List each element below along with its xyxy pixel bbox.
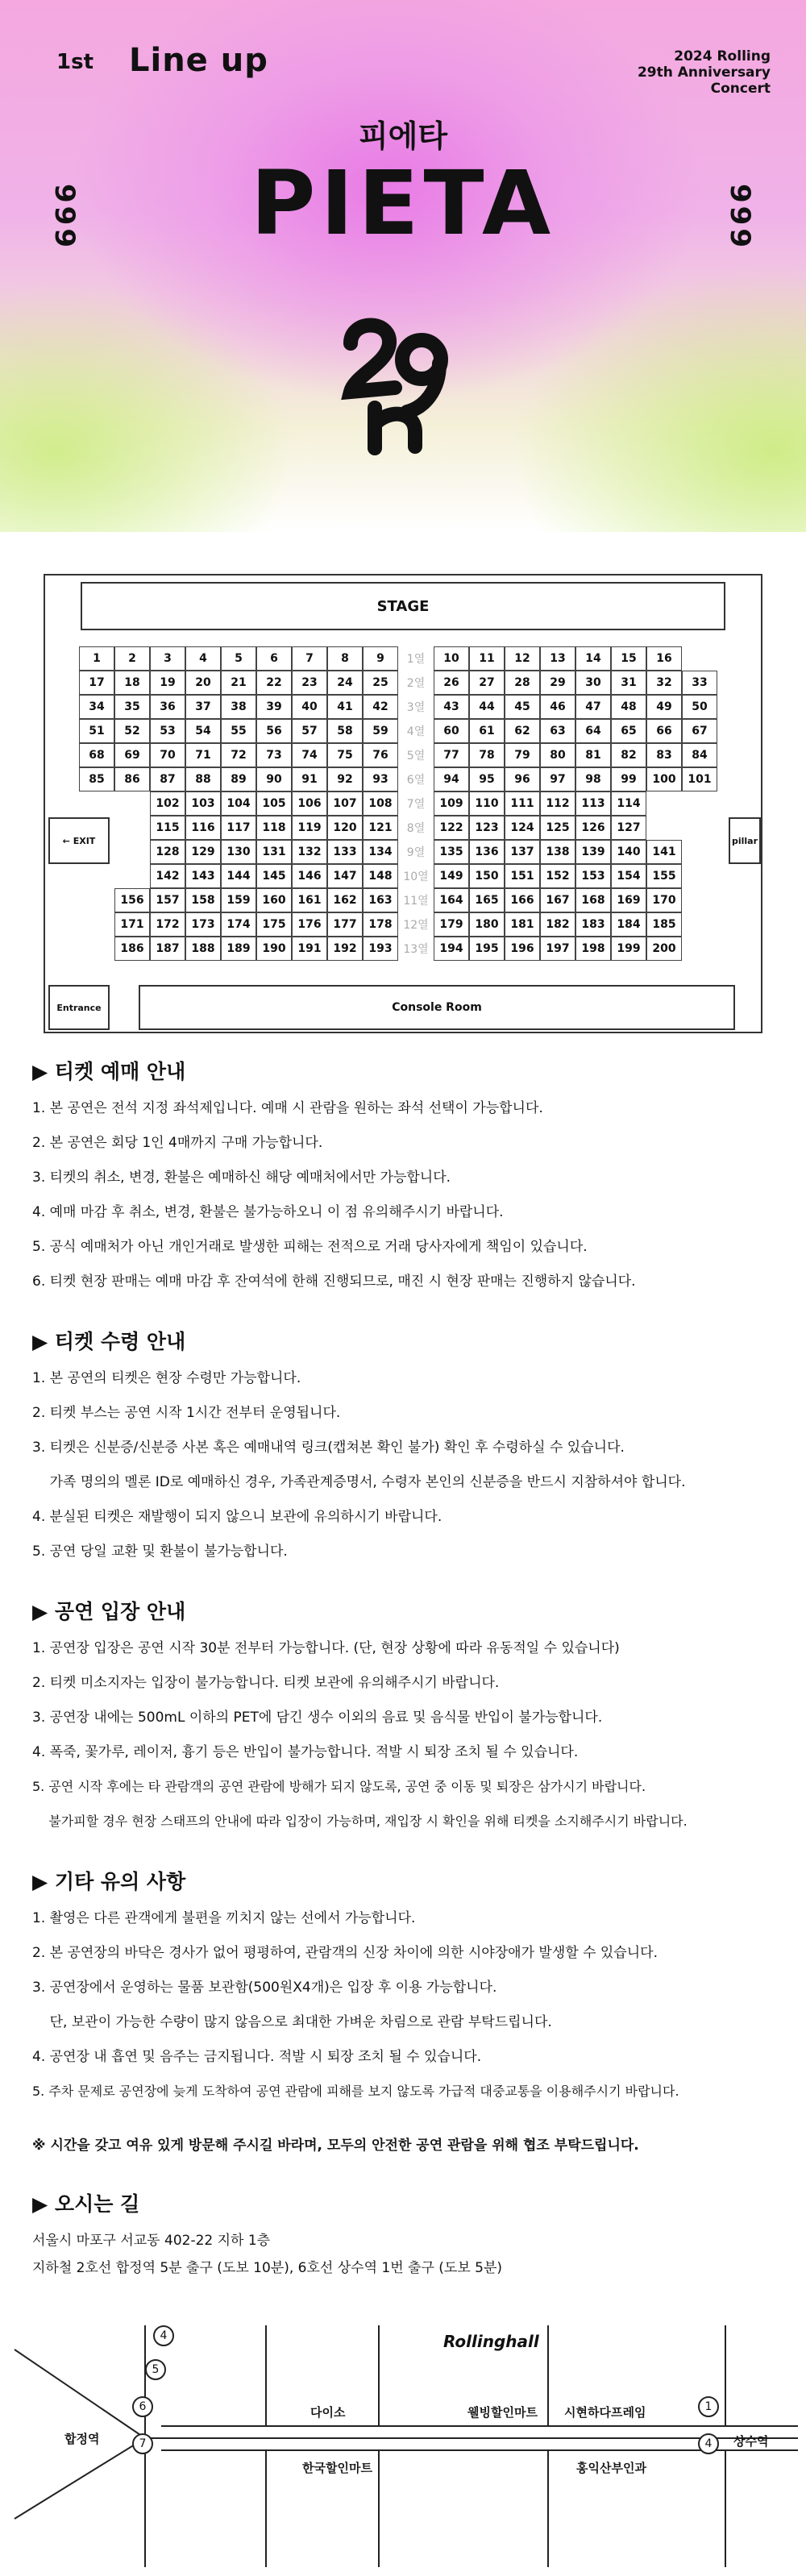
lineup-label: Line up [129, 42, 268, 79]
seat: 47 [575, 695, 611, 719]
seat: 143 [185, 864, 221, 888]
seat: 32 [646, 671, 682, 695]
seat: 141 [646, 840, 682, 864]
seat: 11 [469, 646, 505, 671]
seat: 174 [221, 912, 256, 937]
location-map [0, 2301, 806, 2567]
seat: 28 [505, 671, 540, 695]
artist-english-name: PIETA [250, 152, 556, 255]
seat: 86 [114, 767, 150, 791]
seat: 149 [434, 864, 469, 888]
ticket-pickup-title: ▶ 티켓 수령 안내 [32, 1330, 186, 1353]
seat: 133 [327, 840, 363, 864]
list-item: 3. 공연장 내에는 500mL 이하의 PET에 담긴 생수 이외의 음료 및 음식물 반입이 불가능합니다. [32, 1710, 603, 1726]
seat: 182 [540, 912, 575, 937]
seat: 64 [575, 719, 611, 743]
exit-4-icon: 4 [153, 2325, 174, 2346]
seat: 185 [646, 912, 682, 937]
seat: 67 [682, 719, 717, 743]
seat: 105 [256, 791, 292, 816]
seat: 8 [327, 646, 363, 671]
seat: 125 [540, 816, 575, 840]
seat: 91 [292, 767, 327, 791]
list-item: 6. 티켓 현장 판매는 예매 마감 후 잔여석에 한해 진행되므로, 매진 시 현장 판매는 진행하지 않습니다. [32, 1273, 636, 1290]
seat: 19 [150, 671, 185, 695]
seat: 96 [505, 767, 540, 791]
seat: 48 [611, 695, 646, 719]
seat: 50 [682, 695, 717, 719]
seat: 127 [611, 816, 646, 840]
seat: 164 [434, 888, 469, 912]
ticket-pickup-section [32, 1326, 774, 1577]
exit-4b-icon: 4 [698, 2433, 719, 2454]
seat: 21 [221, 671, 256, 695]
seat: 93 [363, 767, 398, 791]
closing-note: ※ 시간을 갖고 여유 있게 방문해 주시길 바라며, 모두의 안전한 공연 관람을 위해 협조 부탁드립니다. [32, 2138, 639, 2154]
seat: 197 [540, 937, 575, 961]
row-label: 3열 [406, 701, 426, 714]
seat: 196 [505, 937, 540, 961]
seat: 6 [256, 646, 292, 671]
seat: 15 [611, 646, 646, 671]
list-item: 불가피할 경우 현장 스태프의 안내에 따라 입장이 가능하며, 재입장 시 확인을 위해 티켓을 소지해주시기 바랍니다. [32, 1814, 688, 1829]
seat: 130 [221, 840, 256, 864]
seat: 176 [292, 912, 327, 937]
seat: 70 [150, 743, 185, 767]
seat: 85 [79, 767, 114, 791]
seat: 56 [256, 719, 292, 743]
seat: 1 [79, 646, 114, 671]
seat: 191 [292, 937, 327, 961]
seat: 128 [150, 840, 185, 864]
seat: 99 [611, 767, 646, 791]
seat: 7 [292, 646, 327, 671]
seat: 5 [221, 646, 256, 671]
entry-title: ▶ 공연 입장 안내 [32, 1600, 186, 1623]
row-label: 1열 [406, 653, 426, 666]
ticket-booking-section [32, 1056, 774, 1307]
seat: 34 [79, 695, 114, 719]
seat: 49 [646, 695, 682, 719]
seat: 10 [434, 646, 469, 671]
seat: 173 [185, 912, 221, 937]
seat: 98 [575, 767, 611, 791]
seat: 58 [327, 719, 363, 743]
29th-logo-icon [326, 303, 480, 456]
subway-directions: 지하철 2호선 합정역 5분 출구 (도보 10분), 6호선 상수역 1번 출구 (도보 5분) [32, 2260, 503, 2276]
seat: 82 [611, 743, 646, 767]
directions-section [32, 2188, 774, 2287]
seat: 121 [363, 816, 398, 840]
seat: 170 [646, 888, 682, 912]
list-item: 1. 공연장 입장은 공연 시작 30분 전부터 가능합니다. (단, 현장 상황에 따라 유동적일 수 있습니다) [32, 1640, 620, 1656]
seat: 77 [434, 743, 469, 767]
seat: 136 [469, 840, 505, 864]
seat: 186 [114, 937, 150, 961]
seat: 168 [575, 888, 611, 912]
seat: 156 [114, 888, 150, 912]
list-item: 2. 티켓 미소지자는 입장이 불가능합니다. 티켓 보관에 유의해주시기 바랍니다. [32, 1675, 500, 1691]
list-item: 가족 명의의 멜론 ID로 예매하신 경우, 가족관계증명서, 수령자 본인의 신분증을 반드시 지참하셔야 합니다. [32, 1474, 686, 1490]
seat: 68 [79, 743, 114, 767]
seat: 94 [434, 767, 469, 791]
seat: 51 [79, 719, 114, 743]
console-room: Console Room [139, 985, 735, 1030]
seat: 16 [646, 646, 682, 671]
list-item: 2. 본 공연장의 바닥은 경사가 없어 평평하여, 관람객의 신장 차이에 의한 시야장애가 발생할 수 있습니다. [32, 1945, 658, 1961]
seat: 175 [256, 912, 292, 937]
seat: 18 [114, 671, 150, 695]
list-item: 4. 공연장 내 흡연 및 음주는 금지됩니다. 적발 시 퇴장 조치 될 수 있습니다. [32, 2049, 482, 2065]
seat: 66 [646, 719, 682, 743]
seat: 84 [682, 743, 717, 767]
seat: 17 [79, 671, 114, 695]
seat: 122 [434, 816, 469, 840]
list-item: 4. 폭죽, 꽃가루, 레이저, 흉기 등은 반입이 불가능합니다. 적발 시 퇴장 조치 될 수 있습니다. [32, 1744, 579, 1760]
seat: 178 [363, 912, 398, 937]
seat: 119 [292, 816, 327, 840]
seat: 193 [363, 937, 398, 961]
list-item: 5. 공연 시작 후에는 타 관람객의 공연 관람에 방해가 되지 않도록, 공연 중 이동 및 퇴장은 삼가시기 바랍니다. [32, 1779, 646, 1794]
seat: 181 [505, 912, 540, 937]
seat: 74 [292, 743, 327, 767]
seat: 92 [327, 767, 363, 791]
seat: 198 [575, 937, 611, 961]
seat: 95 [469, 767, 505, 791]
seat: 39 [256, 695, 292, 719]
seat: 188 [185, 937, 221, 961]
row-label: 6열 [406, 774, 426, 787]
row-label: 7열 [406, 798, 426, 811]
seat: 177 [327, 912, 363, 937]
seat: 25 [363, 671, 398, 695]
seat: 12 [505, 646, 540, 671]
seat: 200 [646, 937, 682, 961]
seat: 161 [292, 888, 327, 912]
seat: 169 [611, 888, 646, 912]
seat: 106 [292, 791, 327, 816]
seat: 131 [256, 840, 292, 864]
list-item: 3. 티켓은 신분증/신분증 사본 혹은 예매내역 링크(캡쳐본 확인 불가) 확인 후 수령하실 수 있습니다. [32, 1440, 625, 1456]
hero-banner [0, 0, 806, 532]
rollinghall-label: Rollinghall [443, 2332, 539, 2351]
seat: 89 [221, 767, 256, 791]
seat: 179 [434, 912, 469, 937]
seat: 102 [150, 791, 185, 816]
seat: 20 [185, 671, 221, 695]
seat: 38 [221, 695, 256, 719]
stage: STAGE [81, 582, 725, 630]
seat: 114 [611, 791, 646, 816]
daiso-label: 다이소 [310, 2405, 346, 2420]
list-item: 2. 본 공연은 회당 1인 4매까지 구매 가능합니다. [32, 1135, 323, 1151]
seat: 88 [185, 767, 221, 791]
seat: 118 [256, 816, 292, 840]
seat: 27 [469, 671, 505, 695]
seat: 24 [327, 671, 363, 695]
seat: 109 [434, 791, 469, 816]
seat: 187 [150, 937, 185, 961]
other-notes-title: ▶ 기타 유의 사항 [32, 1870, 186, 1893]
seat: 4 [185, 646, 221, 671]
seat: 138 [540, 840, 575, 864]
clinic-label: 홍익산부인과 [576, 2461, 646, 2475]
seat: 83 [646, 743, 682, 767]
seat: 97 [540, 767, 575, 791]
list-item: 5. 공연 당일 교환 및 환불이 불가능합니다. [32, 1544, 288, 1560]
seat: 72 [221, 743, 256, 767]
seat: 162 [327, 888, 363, 912]
seat: 76 [363, 743, 398, 767]
seat: 44 [469, 695, 505, 719]
seat: 40 [292, 695, 327, 719]
seat: 180 [469, 912, 505, 937]
seat: 87 [150, 767, 185, 791]
wellbeing-mart-label: 웰빙할인마트 [467, 2405, 538, 2420]
seat: 42 [363, 695, 398, 719]
list-item: 5. 공식 예매처가 아닌 개인거래로 발생한 피해는 전적으로 거래 당사자에게 책임이 있습니다. [32, 1239, 588, 1255]
concert-title-line3: Concert [710, 81, 771, 97]
seat: 13 [540, 646, 575, 671]
seat: 2 [114, 646, 150, 671]
seat: 60 [434, 719, 469, 743]
seat: 157 [150, 888, 185, 912]
seat: 154 [611, 864, 646, 888]
seat: 166 [505, 888, 540, 912]
exit-7-icon: 7 [132, 2433, 153, 2454]
entrance-marker: Entrance [48, 985, 110, 1030]
seat: 158 [185, 888, 221, 912]
seat: 123 [469, 816, 505, 840]
seat: 144 [221, 864, 256, 888]
seat: 108 [363, 791, 398, 816]
directions-title: ▶ 오시는 길 [32, 2192, 140, 2216]
row-label: 12열 [403, 919, 429, 932]
list-item: 3. 공연장에서 운영하는 물품 보관함(500원X4개)은 입장 후 이용 가능합니다. [32, 1980, 497, 1996]
artist-korean-name: 피에타 [358, 118, 448, 154]
seat: 152 [540, 864, 575, 888]
seat: 195 [469, 937, 505, 961]
seat: 159 [221, 888, 256, 912]
seat: 33 [682, 671, 717, 695]
seat: 139 [575, 840, 611, 864]
seat: 167 [540, 888, 575, 912]
seat: 14 [575, 646, 611, 671]
entry-section [32, 1596, 774, 1847]
seat: 53 [150, 719, 185, 743]
seat: 199 [611, 937, 646, 961]
seat: 190 [256, 937, 292, 961]
seat: 71 [185, 743, 221, 767]
seat: 79 [505, 743, 540, 767]
seat: 54 [185, 719, 221, 743]
seat: 112 [540, 791, 575, 816]
list-item: 4. 예매 마감 후 취소, 변경, 환불은 불가능하오니 이 점 유의해주시기 바랍니다. [32, 1204, 504, 1220]
concert-title-line2: 29th Anniversary [637, 64, 771, 81]
concert-title [638, 48, 771, 97]
seat: 45 [505, 695, 540, 719]
exit-1-icon: 1 [698, 2396, 719, 2417]
seat: 113 [575, 791, 611, 816]
seat-map [44, 574, 762, 1033]
seat: 101 [682, 767, 717, 791]
seat: 194 [434, 937, 469, 961]
seat: 29 [540, 671, 575, 695]
seat: 117 [221, 816, 256, 840]
seat: 165 [469, 888, 505, 912]
seat: 73 [256, 743, 292, 767]
side-decoration-right-text: 999 [724, 184, 756, 251]
row-label: 5열 [406, 750, 426, 762]
seat: 31 [611, 671, 646, 695]
seat: 129 [185, 840, 221, 864]
seat: 57 [292, 719, 327, 743]
seat: 75 [327, 743, 363, 767]
seat: 140 [611, 840, 646, 864]
seat: 65 [611, 719, 646, 743]
map-roads-icon [0, 2301, 806, 2567]
seat: 110 [469, 791, 505, 816]
seat: 37 [185, 695, 221, 719]
seat: 142 [150, 864, 185, 888]
list-item: 2. 티켓 부스는 공연 시작 1시간 전부터 운영됩니다. [32, 1405, 341, 1421]
seat: 147 [327, 864, 363, 888]
seat: 36 [150, 695, 185, 719]
hanguk-mart-label: 한국할인마트 [302, 2461, 372, 2475]
seat: 163 [363, 888, 398, 912]
row-label: 8열 [406, 822, 426, 835]
address: 서울시 마포구 서교동 402-22 지하 1층 [32, 2233, 271, 2249]
row-label: 10열 [403, 870, 429, 883]
row-label: 11열 [403, 895, 429, 908]
seat: 126 [575, 816, 611, 840]
seat: 107 [327, 791, 363, 816]
seat: 59 [363, 719, 398, 743]
seat: 115 [150, 816, 185, 840]
row-label: 9열 [406, 846, 426, 859]
exit-6-icon: 6 [132, 2396, 153, 2417]
seat: 120 [327, 816, 363, 840]
seat: 172 [150, 912, 185, 937]
seat: 46 [540, 695, 575, 719]
list-item: 4. 분실된 티켓은 재발행이 되지 않으니 보관에 유의하시기 바랍니다. [32, 1509, 442, 1525]
seat: 9 [363, 646, 398, 671]
seat: 43 [434, 695, 469, 719]
seat: 192 [327, 937, 363, 961]
other-notes-section [32, 1866, 774, 2154]
list-item: 1. 본 공연은 전석 지정 좌석제입니다. 예매 시 관람을 원하는 좌석 선택이 가능합니다. [32, 1100, 543, 1116]
seat: 35 [114, 695, 150, 719]
seat: 124 [505, 816, 540, 840]
list-item: 3. 티켓의 취소, 변경, 환불은 예매하신 해당 예매처에서만 가능합니다. [32, 1170, 451, 1186]
ticket-booking-title: ▶ 티켓 예매 안내 [32, 1060, 186, 1083]
seat: 153 [575, 864, 611, 888]
seat: 155 [646, 864, 682, 888]
seat: 145 [256, 864, 292, 888]
seat: 52 [114, 719, 150, 743]
edition-label: 1st [56, 50, 93, 74]
seat: 160 [256, 888, 292, 912]
seat: 189 [221, 937, 256, 961]
sangsu-station-label: 상수역 [733, 2434, 769, 2449]
seat: 100 [646, 767, 682, 791]
seat: 116 [185, 816, 221, 840]
list-item: 5. 주차 문제로 공연장에 늦게 도착하여 공연 관람에 피해를 보지 않도록 가급적 대중교통을 이용해주시기 바랍니다. [32, 2084, 679, 2099]
seat: 103 [185, 791, 221, 816]
seat: 61 [469, 719, 505, 743]
row-label: 4열 [406, 725, 426, 738]
exit-5-icon: 5 [145, 2359, 166, 2380]
exit-marker: ← EXIT [48, 817, 110, 864]
seat: 22 [256, 671, 292, 695]
seat: 150 [469, 864, 505, 888]
seat: 148 [363, 864, 398, 888]
row-label: 13열 [403, 943, 429, 956]
seat: 90 [256, 767, 292, 791]
seat: 132 [292, 840, 327, 864]
seat: 80 [540, 743, 575, 767]
seat: 111 [505, 791, 540, 816]
seat: 134 [363, 840, 398, 864]
seat: 146 [292, 864, 327, 888]
pillar-marker: pillar [729, 817, 761, 864]
seat: 137 [505, 840, 540, 864]
side-decoration-left-text: 999 [48, 184, 81, 251]
seat: 62 [505, 719, 540, 743]
seat: 69 [114, 743, 150, 767]
list-item: 1. 촬영은 다른 관객에게 불편을 끼치지 않는 선에서 가능합니다. [32, 1910, 416, 1926]
seat: 55 [221, 719, 256, 743]
list-item: 1. 본 공연의 티켓은 현장 수령만 가능합니다. [32, 1370, 301, 1386]
seat: 26 [434, 671, 469, 695]
seat: 63 [540, 719, 575, 743]
seat: 183 [575, 912, 611, 937]
seat: 171 [114, 912, 150, 937]
seat: 135 [434, 840, 469, 864]
concert-title-line1: 2024 Rolling [674, 48, 771, 64]
row-label: 2열 [406, 677, 426, 690]
hapjeong-station-label: 합정역 [64, 2432, 100, 2446]
seat: 151 [505, 864, 540, 888]
seat: 3 [150, 646, 185, 671]
list-item: 단, 보관이 가능한 수량이 많지 않음으로 최대한 가벼운 차림으로 관람 부탁드립니다. [32, 2014, 552, 2030]
seat: 81 [575, 743, 611, 767]
seat: 184 [611, 912, 646, 937]
frame-shop-label: 시현하다프레임 [564, 2405, 646, 2420]
seat: 30 [575, 671, 611, 695]
seat: 41 [327, 695, 363, 719]
seat: 104 [221, 791, 256, 816]
seat: 23 [292, 671, 327, 695]
seat: 78 [469, 743, 505, 767]
